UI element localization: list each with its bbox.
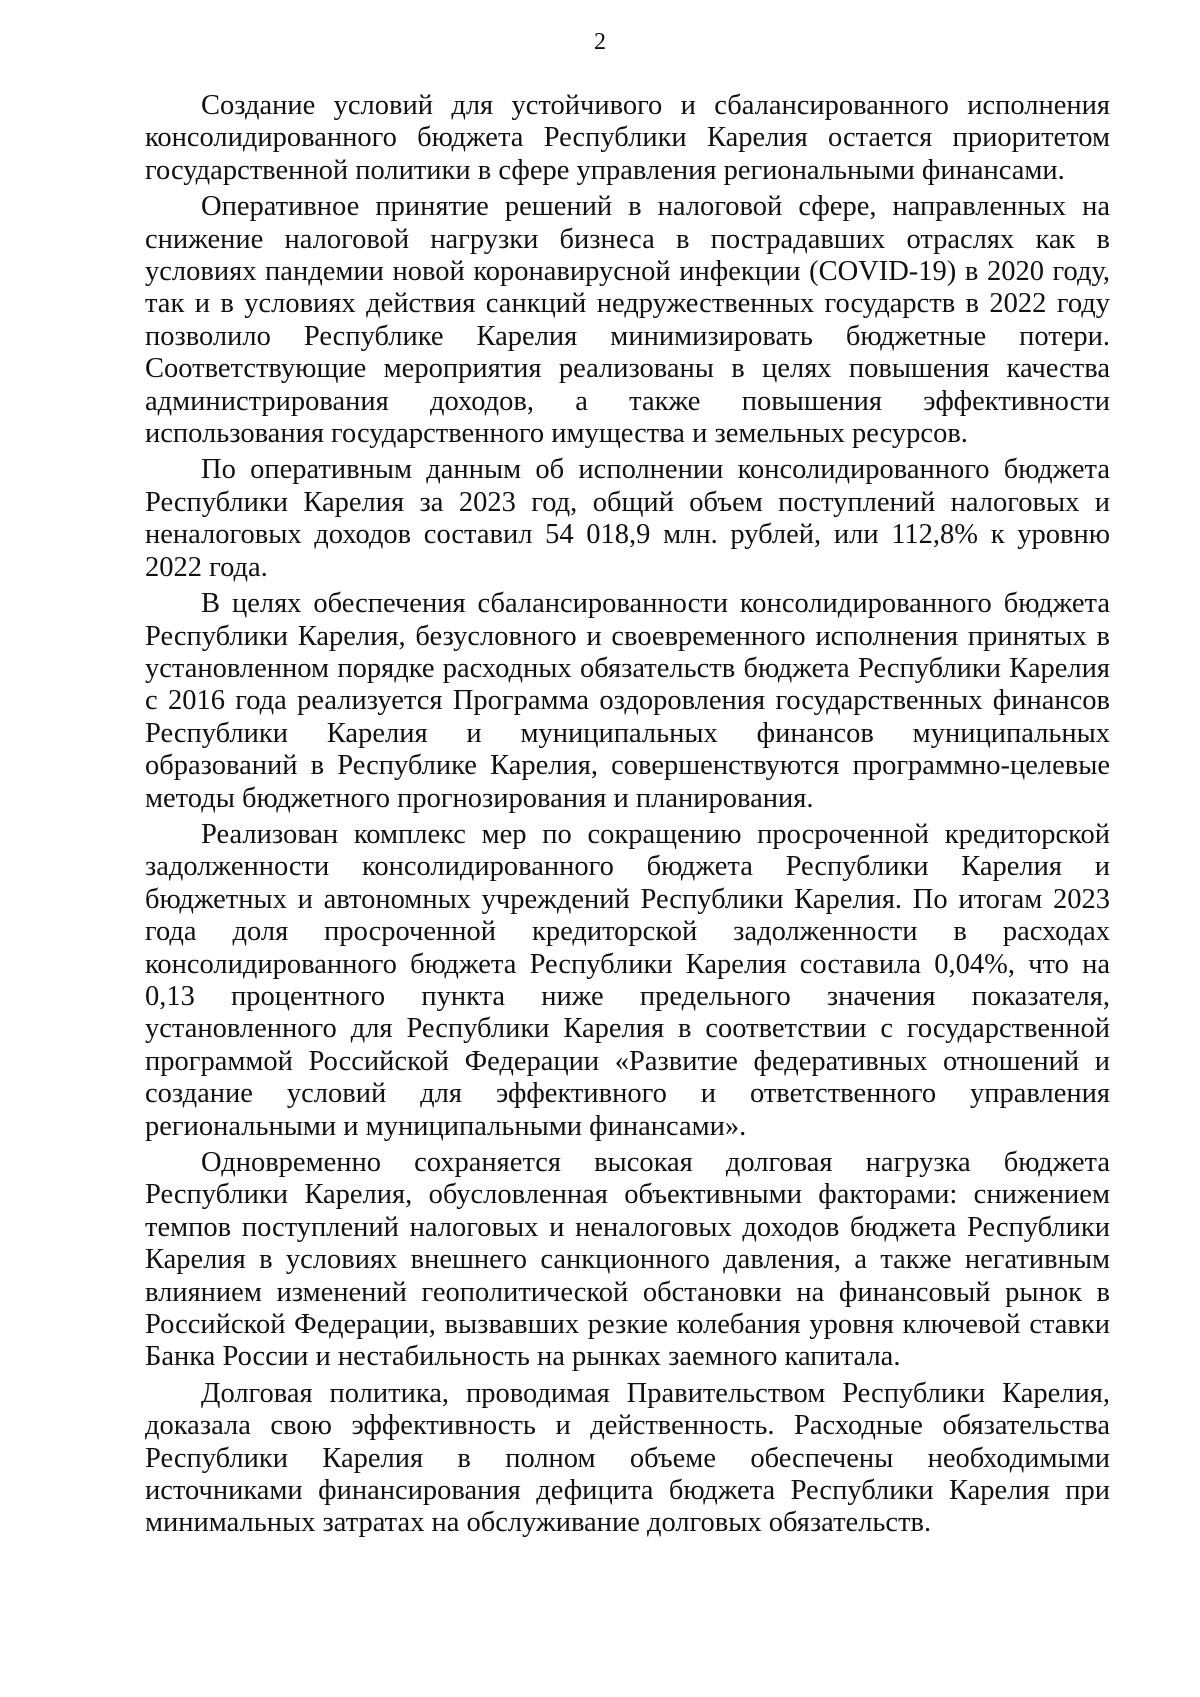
- paragraph: Создание условий для устойчивого и сбалансированного исполнения консолидированного бюджета Республики Карелия остается приоритетом государственной политики в сфере управления региональными финансами.: [145, 90, 1110, 186]
- document-body: [145, 90, 1110, 1540]
- paragraph: Одновременно сохраняется высокая долговая нагрузка бюджета Республики Карелия, обусловленная объективными факторами: снижением темпов поступлений налоговых и неналоговых доходов бюджета Республики Карелия в условиях внешнего санкционного давления, а также негативным влиянием изменений геополитической обстановки на финансовый рынок в Российской Федерации, вызвавших резкие колебания уровня ключевой ставки Банка России и нестабильность на рынках заемного капитала.: [145, 1147, 1110, 1373]
- paragraph: По оперативным данным об исполнении консолидированного бюджета Республики Карелия за 2023 год, общий объем поступлений налоговых и неналоговых доходов составил 54 018,9 млн. рублей, или 112,8% к уровню 2022 года.: [145, 454, 1110, 583]
- paragraph: Оперативное принятие решений в налоговой сфере, направленных на снижение налоговой нагрузки бизнеса в пострадавших отраслях как в условиях пандемии новой коронавирусной инфекции (COVID-19) в 2020 году, так и в условиях действия санкций недружественных государств в 2022 году позволило Республике Карелия минимизировать бюджетные потери. Соответствующие мероприятия реализованы в целях повышения качества администрирования доходов, а также повышения эффективности использования государственного имущества и земельных ресурсов.: [145, 191, 1110, 450]
- paragraph: Реализован комплекс мер по сокращению просроченной кредиторской задолженности консолидированного бюджета Республики Карелия и бюджетных и автономных учреждений Республики Карелия. По итогам 2023 года доля просроченной кредиторской задолженности в расходах консолидированного бюджета Республики Карелия составила 0,04%, что на 0,13 процентного пункта ниже предельного значения показателя, установленного для Республики Карелия в соответствии с государственной программой Российской Федерации «Развитие федеративных отношений и создание условий для эффективного и ответственного управления региональными и муниципальными финансами».: [145, 818, 1110, 1142]
- page-number: 2: [594, 29, 606, 55]
- paragraph: В целях обеспечения сбалансированности консолидированного бюджета Республики Карелия, безусловного и своевременного исполнения принятых в установленном порядке расходных обязательств бюджета Республики Карелия с 2016 года реализуется Программа оздоровления государственных финансов Республики Карелия и муниципальных финансов муниципальных образований в Республике Карелия, совершенствуются программно-целевые методы бюджетного прогнозирования и планирования.: [145, 588, 1110, 814]
- paragraph: Долговая политика, проводимая Правительством Республики Карелия, доказала свою эффективность и действенность. Расходные обязательства Республики Карелия в полном объеме обеспечены необходимыми источниками финансирования дефицита бюджета Республики Карелия при минимальных затратах на обслуживание долговых обязательств.: [145, 1377, 1110, 1539]
